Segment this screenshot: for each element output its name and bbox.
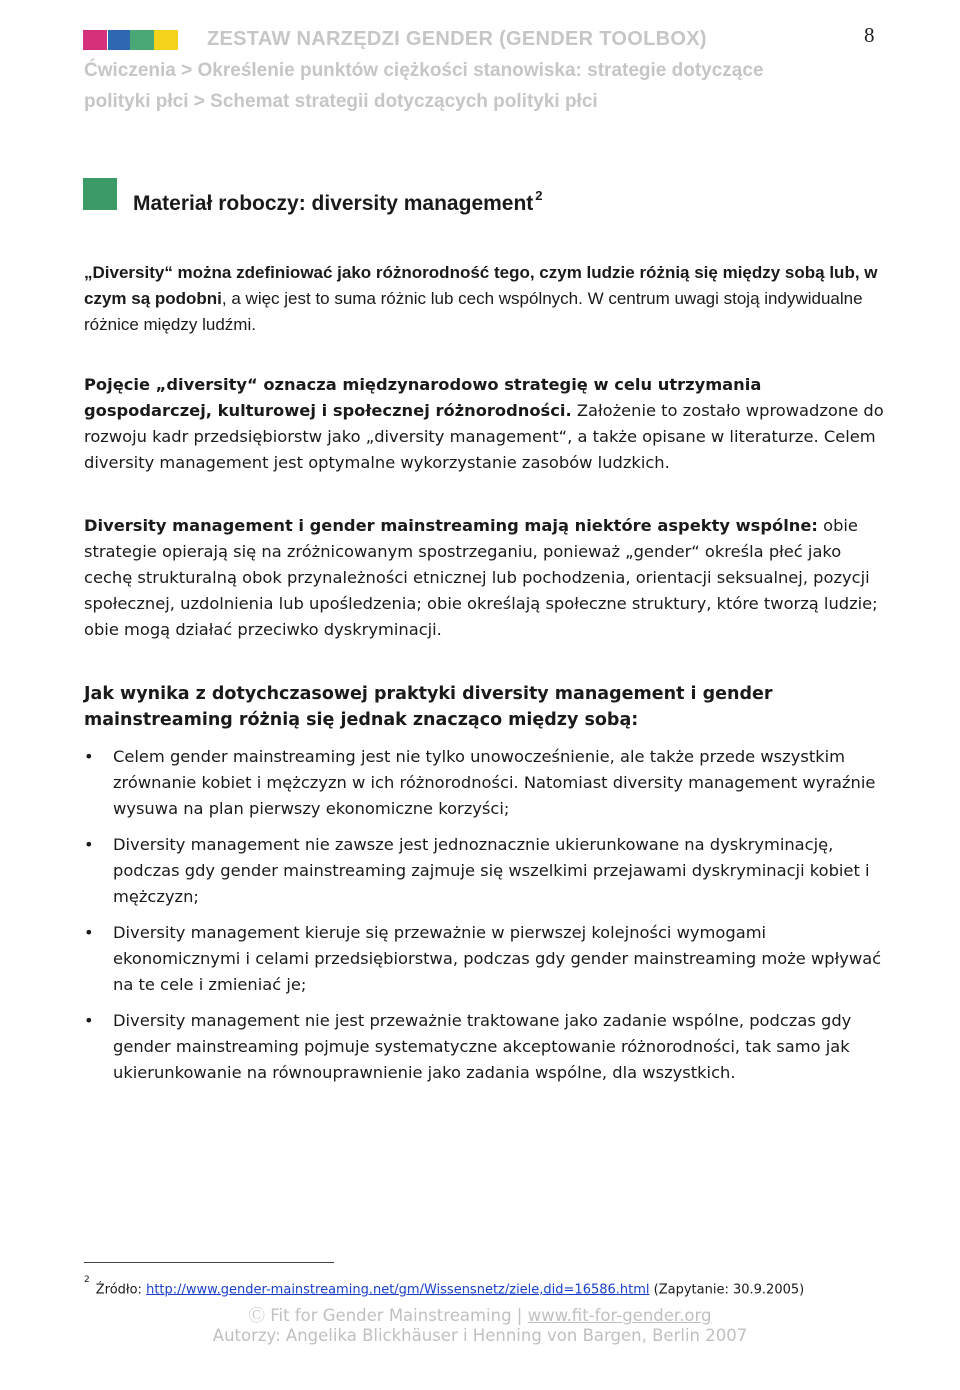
paragraph-common-aspects-text: obie strategie opierają się na zróżnicowanym spostrzeganiu, ponieważ „gender“ określa płeć jako cechę strukturalną obok przynależności etnicznej lub pochodzenia, orientacji seksualnej, pozycji społecznej, uzdolnienia lub upośledzenia; obie określają społeczne struktury, które tworzą ludzie; obie mogą działać przeciwko dyskryminacji. <box>84 516 878 639</box>
logo-square-blue <box>108 30 132 50</box>
bullet-icon: • <box>84 835 94 854</box>
section-title-text: Materiał roboczy: diversity management <box>133 192 534 215</box>
list-item <box>84 744 884 822</box>
list-item-text: Celem gender mainstreaming jest nie tylko unowocześnienie, ale także przede wszystkim zrównanie kobiet i mężczyzn w ich różnorodności. Natomiast diversity management wyraźnie wysuwa na plan pierwszy ekonomiczne korzyści; <box>113 747 876 818</box>
page-number: 8 <box>864 23 875 47</box>
footnote-ref: 2 <box>535 188 543 203</box>
footer-authors: Autorzy: Angelika Blickhäuser i Henning von Bargen, Berlin 2007 <box>212 1326 748 1345</box>
list-item <box>84 832 884 910</box>
breadcrumb-line-2: polityki płci > Schemat strategii dotyczących polityki płci <box>84 91 598 112</box>
logo-square-pink <box>83 30 107 50</box>
section-marker-square <box>83 178 117 210</box>
paragraph-concept-text: Założenie to zostało wprowadzone do rozwoju kadr przedsiębiorstw jako „diversity management“, a także opisane w literaturze. Celem diversity management jest optymalne wykorzystanie zasobów ludzkich. <box>84 401 884 472</box>
bullet-icon: • <box>84 1011 94 1030</box>
list-item-text: Diversity management nie jest przeważnie traktowane jako zadanie wspólne, podczas gdy gender mainstreaming pojmuje systematyczne akceptowanie różnorodności, tak samo jak ukierunkowanie na równouprawnienie jako zadania wspólne, dla wszystkich. <box>113 1011 852 1082</box>
footnote-number: 2 <box>84 1275 90 1285</box>
paragraph-definition <box>84 260 884 338</box>
bullet-icon: • <box>84 923 94 942</box>
list-item <box>84 1008 884 1086</box>
footer-copyright-text: Ⓒ Fit for Gender Mainstreaming | <box>248 1306 528 1325</box>
list-item-text: Diversity management nie zawsze jest jednoznacznie ukierunkowane na dyskryminację, podczas gdy gender mainstreaming zajmuje się wszelkimi przejawami dyskryminacji kobiet i mężczyzn; <box>113 835 870 906</box>
paragraph-concept-bold: Pojęcie „diversity“ oznacza międzynarodowo strategię w celu utrzymania gospodarczej, kulturowej i społecznej różnorodności. <box>84 375 762 420</box>
breadcrumb-line-1: Ćwiczenia > Określenie punktów ciężkości stanowiska: strategie dotyczące <box>84 60 764 81</box>
paragraph-definition-bold: „Diversity“ można zdefiniować jako różnorodność tego, czym ludzie różnią się między sobą lub, w czym są podobni <box>84 263 878 308</box>
footnote-divider <box>84 1262 334 1263</box>
differences-heading-text: Jak wynika z dotychczasowej praktyki diversity management i gender mainstreaming różnią się jednak znacząco między sobą: <box>84 684 773 730</box>
paragraph-common-aspects <box>84 513 884 643</box>
logo-square-green <box>130 30 154 50</box>
footer-copyright <box>0 1302 960 1326</box>
differences-heading <box>84 681 884 733</box>
bullet-icon: • <box>84 747 94 766</box>
differences-list <box>84 744 884 1096</box>
footnote <box>84 1275 805 1298</box>
paragraph-concept <box>84 372 884 476</box>
paragraph-definition-text: , a więc jest to suma różnic lub cech wspólnych. W centrum uwagi stoją indywidualne różnice między ludźmi. <box>84 289 863 334</box>
footnote-source-link[interactable]: http://www.gender-mainstreaming.net/gm/Wissensnetz/ziele,did=16586.html <box>146 1282 650 1298</box>
paragraph-common-aspects-bold: Diversity management i gender mainstreaming mają niektóre aspekty wspólne: <box>84 516 818 535</box>
footer-website-link[interactable]: www.fit-for-gender.org <box>527 1306 712 1325</box>
list-item <box>84 920 884 998</box>
logo-square-yellow <box>154 30 178 50</box>
list-item-text: Diversity management kieruje się przeważnie w pierwszej kolejności wymogami ekonomicznymi i celami przedsiębiorstwa, podczas gdy gender mainstreaming może wpływać na te cele i zmieniać je; <box>113 923 882 994</box>
footnote-suffix: (Zapytanie: 30.9.2005) <box>649 1282 805 1298</box>
header-title: ZESTAW NARZĘDZI GENDER (GENDER TOOLBOX) <box>207 28 707 50</box>
section-title <box>133 188 543 216</box>
footnote-prefix: Źródło: <box>95 1282 147 1298</box>
